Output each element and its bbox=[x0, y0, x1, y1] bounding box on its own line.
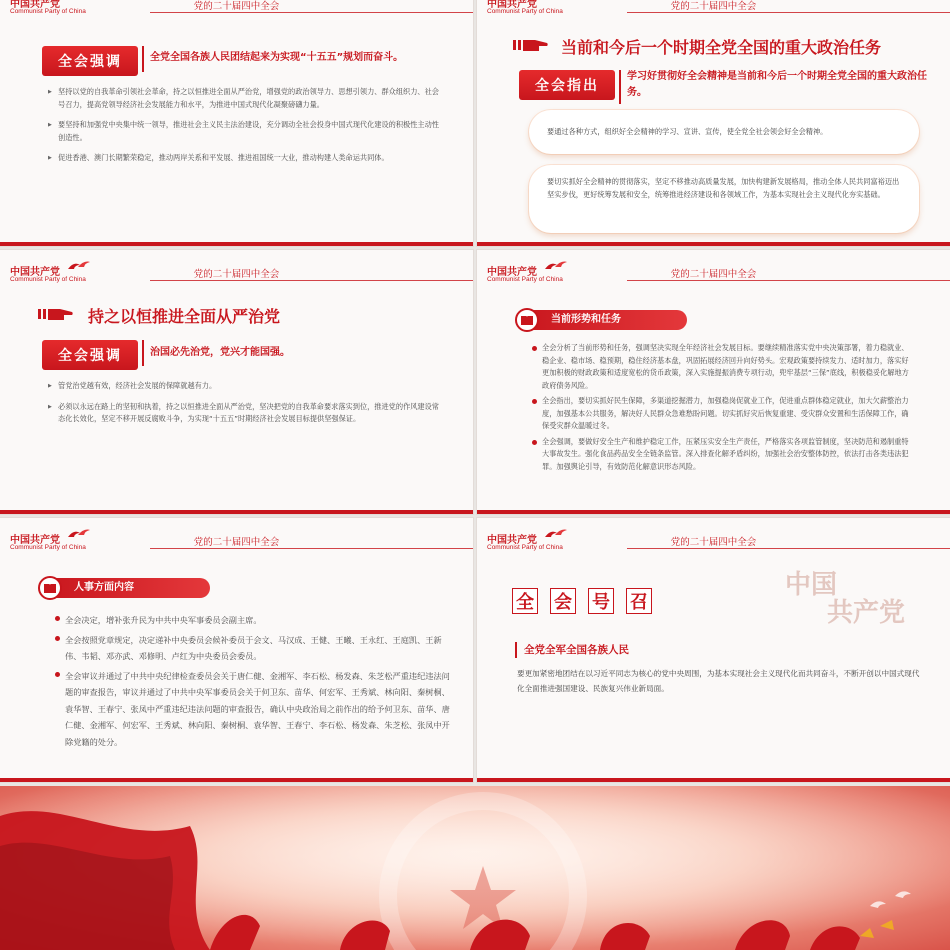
tag-text: 全党全国各族人民团结起来为实现“十五五”规划而奋斗。 bbox=[150, 52, 404, 63]
logo-text-en: Communist Party of China bbox=[10, 276, 86, 283]
logo-text-cn: 中国共产党 bbox=[10, 267, 60, 278]
slide-header bbox=[0, 250, 473, 286]
slide-personnel-matters bbox=[0, 518, 473, 782]
header-title: 党的二十届四中全会 bbox=[193, 269, 280, 280]
header-divider bbox=[627, 548, 950, 549]
pointing-hand-icon bbox=[513, 37, 549, 53]
tag-text: 学习好贯彻好全会精神是当前和今后一个时期全党全国的重大政治任务。 bbox=[627, 71, 927, 98]
call-char-box: 号 bbox=[588, 588, 614, 614]
banner-art bbox=[0, 786, 950, 950]
content-card: 要切实抓好全会精神的贯彻落实，坚定不移推动高质量发展，加快构建新发展格局，推动全体人民共同富裕迈出坚实步伐，更好统筹发展和安全，统筹推进经济建设和各领域工作，为基本实现社会主义现代化夯实基础。 bbox=[529, 165, 919, 233]
list-item: 全会决定，增补张升民为中共中央军事委员会副主席。 bbox=[55, 612, 455, 629]
logo-text-en: Communist Party of China bbox=[487, 276, 563, 283]
header-title: 党的二十届四中全会 bbox=[193, 537, 280, 548]
logo-text-cn: 中国共产党 bbox=[487, 535, 537, 546]
bullet-list bbox=[55, 612, 455, 753]
logo-text-cn: 中国共产党 bbox=[10, 0, 60, 10]
list-item: 全会强调，要做好安全生产和维护稳定工作，压紧压实安全生产责任，严格落实各项监管制度，坚决防范和遏制重特大事故发生。强化食品药品安全全链条监管。深入排查化解矛盾纠纷，加强社会治安整体防控，依法打击各类违法犯罪。加强舆论引导，有效防范化解意识形态风险。 bbox=[532, 436, 910, 474]
pointing-hand-icon bbox=[38, 306, 74, 322]
logo-text-cn: 中国共产党 bbox=[10, 535, 60, 546]
bullet-list bbox=[532, 342, 910, 476]
tag-divider bbox=[142, 46, 144, 72]
book-icon bbox=[515, 308, 539, 332]
list-item: 全会审议并通过了中共中央纪律检查委员会关于唐仁健、金湘军、李石松、杨发森、朱芝松严重违纪违法问题的审查报告，审议并通过了中共中央军事委员会关于何卫东、苗华、何宏军、王秀斌、林向阳、秦树桐、袁华智、王春宁、张凤中严重违纪违法问题的审查报告，确认中央政治局之前作出的给予何卫东、苗华、唐仁健、金湘军、何宏军、王秀斌、林向阳、秦树桐、袁华智、王春宁、李石松、杨发森、朱芝松、张凤中开除党籍的处分。 bbox=[55, 668, 455, 751]
header-divider bbox=[627, 12, 950, 13]
tag-divider bbox=[619, 70, 621, 104]
list-item: 全会分析了当前形势和任务，强调坚决实现全年经济社会发展目标。要继续精准落实党中央决策部署，着力稳就业、稳企业、稳市场、稳预期，稳住经济基本盘，巩固拓展经济回升向好势头。宏观政策要持续发力、适时加力，落实好更加积极的财政政策和适度宽松的货币政策，深入实施提振消费专项行动，兜牢基层“三保”底线，积极稳妥化解地方政府债务风险。 bbox=[532, 342, 910, 392]
slide-header bbox=[477, 250, 950, 286]
slide-current-situation bbox=[477, 250, 950, 514]
watermark-text: 中国 bbox=[785, 570, 838, 600]
subtitle-bar bbox=[515, 642, 517, 658]
watermark-text: 共产党 bbox=[827, 598, 906, 628]
header-title: 党的二十届四中全会 bbox=[193, 1, 280, 12]
header-title: 党的二十届四中全会 bbox=[670, 269, 757, 280]
logo-text-en: Communist Party of China bbox=[487, 8, 563, 15]
book-icon bbox=[38, 576, 62, 600]
subtitle: 全党全军全国各族人民 bbox=[524, 644, 629, 656]
header-title: 党的二十届四中全会 bbox=[670, 1, 757, 12]
call-char-box: 全 bbox=[512, 588, 538, 614]
header-divider bbox=[150, 548, 473, 549]
list-item: ▶ 管党治党越有效，经济社会发展的保障就越有力。 bbox=[48, 380, 443, 393]
tag-divider bbox=[142, 340, 144, 366]
tag-text: 治国必先治党，党兴才能国强。 bbox=[150, 347, 290, 358]
slide-title: 当前和今后一个时期全党全国的重大政治任务 bbox=[561, 38, 882, 57]
slide-header bbox=[0, 518, 473, 554]
logo-text-en: Communist Party of China bbox=[487, 544, 563, 551]
section-pill: 人事方面内容 bbox=[42, 578, 210, 598]
list-item: ▶ 促进香港、澳门长期繁荣稳定，推动两岸关系和平发展、推进祖国统一大业，推动构建人类命运共同体。 bbox=[48, 152, 443, 165]
call-char-box: 会 bbox=[550, 588, 576, 614]
closing-banner bbox=[0, 786, 950, 950]
slide-plenary-call bbox=[477, 518, 950, 782]
list-item: ▶ 要坚持和加强党中央集中统一领导，推进社会主义民主法治建设，充分调动全社会投身中国式现代化建设的积极性主动性创造性。 bbox=[48, 119, 443, 144]
list-item: 全会按照党章规定，决定递补中央委员会候补委员于会文、马汉成、王健、王曦、王永红、王庭凯、王新伟、韦韬、邓亦武、邓修明、卢红为中央委员会委员。 bbox=[55, 632, 455, 665]
section-pill: 当前形势和任务 bbox=[519, 310, 687, 330]
content-card: 要通过各种方式，组织好全会精神的学习、宣讲、宣传，使全党全社会领会好全会精神。 bbox=[529, 110, 919, 154]
logo-text-cn: 中国共产党 bbox=[487, 267, 537, 278]
call-char-box: 召 bbox=[626, 588, 652, 614]
section-tag: 全会强调 bbox=[42, 340, 138, 370]
header-divider bbox=[627, 280, 950, 281]
slide-plenary-emphasis-1 bbox=[0, 0, 473, 246]
flag-icon bbox=[0, 811, 210, 950]
logo-text-en: Communist Party of China bbox=[10, 544, 86, 551]
section-tag: 全会强调 bbox=[42, 46, 138, 76]
slide-header bbox=[477, 518, 950, 554]
slide-strict-governance bbox=[0, 250, 473, 514]
call-body-text: 要更加紧密地团结在以习近平同志为核心的党中央周围，为基本实现社会主义现代化而共同奋斗，不断开创以中国式现代化全面推进强国建设、民族复兴伟业新局面。 bbox=[517, 669, 920, 693]
list-item: ▶ 必须以永远在路上的坚韧和执着，持之以恒推进全面从严治党，坚决把党的自我革命要求落实到位，推进党的作风建设常态化长效化，坚定不移开展反腐败斗争，为实现“十五五”时期经济社会发展目标提供坚强保证。 bbox=[48, 401, 443, 426]
slide-major-political-task bbox=[477, 0, 950, 246]
list-item: 全会指出，要切实抓好民生保障，多渠道挖掘潜力，加强稳岗促就业工作，促进重点群体稳定就业，加大欠薪整治力度，加强基本公共服务，解决好人民群众急难愁盼问题。切实抓好灾后恢复重建、受灾群众安置和生活保障工作，确保受灾群众温暖过冬。 bbox=[532, 395, 910, 433]
bullet-list bbox=[48, 86, 443, 173]
header-divider bbox=[150, 280, 473, 281]
section-tag: 全会指出 bbox=[519, 70, 615, 100]
slide-header bbox=[0, 0, 473, 18]
bullet-list bbox=[48, 380, 443, 434]
slide-title: 持之以恒推进全面从严治党 bbox=[88, 307, 281, 326]
list-item: ▶ 坚持以党的自我革命引领社会革命，持之以恒推进全面从严治党，增强党的政治领导力、思想引领力、群众组织力、社会号召力，提高党领导经济社会发展能力和水平，为推进中国式现代化凝聚磅礴力量。 bbox=[48, 86, 443, 111]
header-divider bbox=[150, 12, 473, 13]
slide-header bbox=[477, 0, 950, 18]
logo-text-en: Communist Party of China bbox=[10, 8, 86, 15]
header-title: 党的二十届四中全会 bbox=[670, 537, 757, 548]
logo-text-cn: 中国共产党 bbox=[487, 0, 537, 10]
